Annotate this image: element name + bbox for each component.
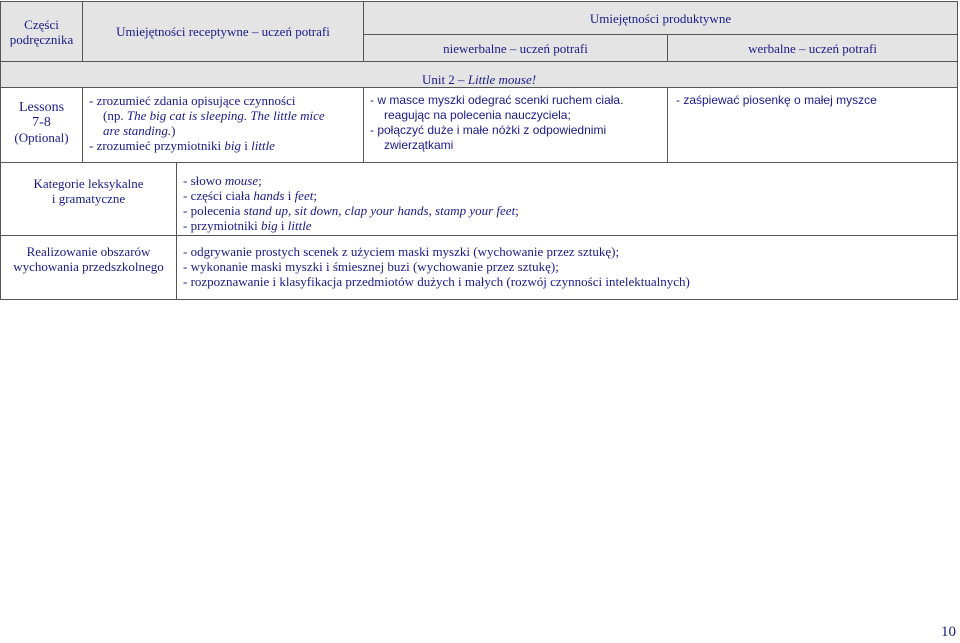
nonverbal-cell bbox=[364, 88, 668, 163]
verbal-cell bbox=[668, 88, 958, 163]
nonverbal-label: niewerbalne – uczeń potrafi bbox=[443, 40, 588, 56]
nonverbal-header-cell bbox=[364, 35, 668, 62]
unit-title-cell bbox=[1, 62, 958, 88]
lexical-item-4: - przymiotniki big i little bbox=[183, 218, 312, 233]
page-number: 10 bbox=[941, 624, 956, 640]
lessons-number: 7-8 bbox=[32, 115, 51, 130]
nonverbal-item-1a: - w masce myszki odegrać scenki ruchem ciała. bbox=[370, 93, 624, 107]
lexical-item-2: - części ciała hands i feet; bbox=[183, 188, 317, 203]
education-content-cell bbox=[177, 236, 958, 300]
productive-header-cell bbox=[364, 2, 958, 35]
lessons-label: Lessons bbox=[18, 100, 65, 115]
lexical-item-3: - polecenia stand up, sit down, clap your hands, stamp your feet; bbox=[183, 203, 519, 218]
receptive-cell bbox=[83, 88, 364, 163]
unit-prefix: Unit 2 – bbox=[421, 72, 468, 87]
parts-label-line2: podręcznika bbox=[9, 31, 74, 47]
productive-label: Umiejętności produktywne bbox=[589, 10, 732, 26]
unit-title: Little mouse! bbox=[467, 72, 537, 87]
receptive-label: Umiejętności receptywne – uczeń potrafi bbox=[116, 24, 330, 39]
education-item-2: - wykonanie maski myszki i śmiesznej buzi (wychowanie przez sztukę); bbox=[183, 259, 559, 274]
nonverbal-item-1b: reagując na polecenia nauczyciela; bbox=[384, 108, 571, 122]
verbal-header-cell bbox=[668, 35, 958, 62]
verbal-label: werbalne – uczeń potrafi bbox=[748, 40, 877, 56]
receptive-item-1b: (np. The big cat is sleeping. The little mice bbox=[103, 108, 325, 123]
receptive-item-1c: are standing.) bbox=[103, 123, 176, 138]
receptive-item-1a: - zrozumieć zdania opisujące czynności bbox=[89, 93, 296, 108]
education-label-cell bbox=[1, 236, 177, 300]
lessons-cell bbox=[1, 88, 83, 163]
verbal-item-1: - zaśpiewać piosenkę o małej myszce bbox=[676, 93, 877, 107]
receptive-item-2: - zrozumieć przymiotniki big i little bbox=[89, 138, 275, 153]
nonverbal-item-2a: - połączyć duże i małe nóżki z odpowiednimi bbox=[370, 123, 607, 137]
curriculum-table bbox=[0, 1, 958, 300]
receptive-header-cell bbox=[83, 2, 364, 62]
education-item-1: - odgrywanie prostych scenek z użyciem maski myszki (wychowanie przez sztukę); bbox=[183, 244, 620, 259]
nonverbal-item-2b: zwierzątkami bbox=[384, 138, 454, 152]
parts-label-line1: Części bbox=[24, 16, 59, 32]
lexical-label-line2: i gramatyczne bbox=[51, 191, 126, 206]
lexical-content-cell bbox=[177, 163, 958, 236]
education-item-3: - rozpoznawanie i klasyfikacja przedmiotów dużych i małych (rozwój czynności intelektualnych) bbox=[183, 274, 690, 289]
lexical-label-cell bbox=[1, 163, 177, 236]
education-label-line1: Realizowanie obszarów bbox=[26, 244, 151, 259]
lessons-optional: (Optional) bbox=[14, 130, 69, 145]
parts-header-cell bbox=[1, 2, 83, 62]
education-label-line2: wychowania przedszkolnego bbox=[13, 259, 164, 274]
lexical-item-1: - słowo mouse; bbox=[183, 173, 262, 188]
lexical-label-line1: Kategorie leksykalne bbox=[33, 176, 144, 191]
